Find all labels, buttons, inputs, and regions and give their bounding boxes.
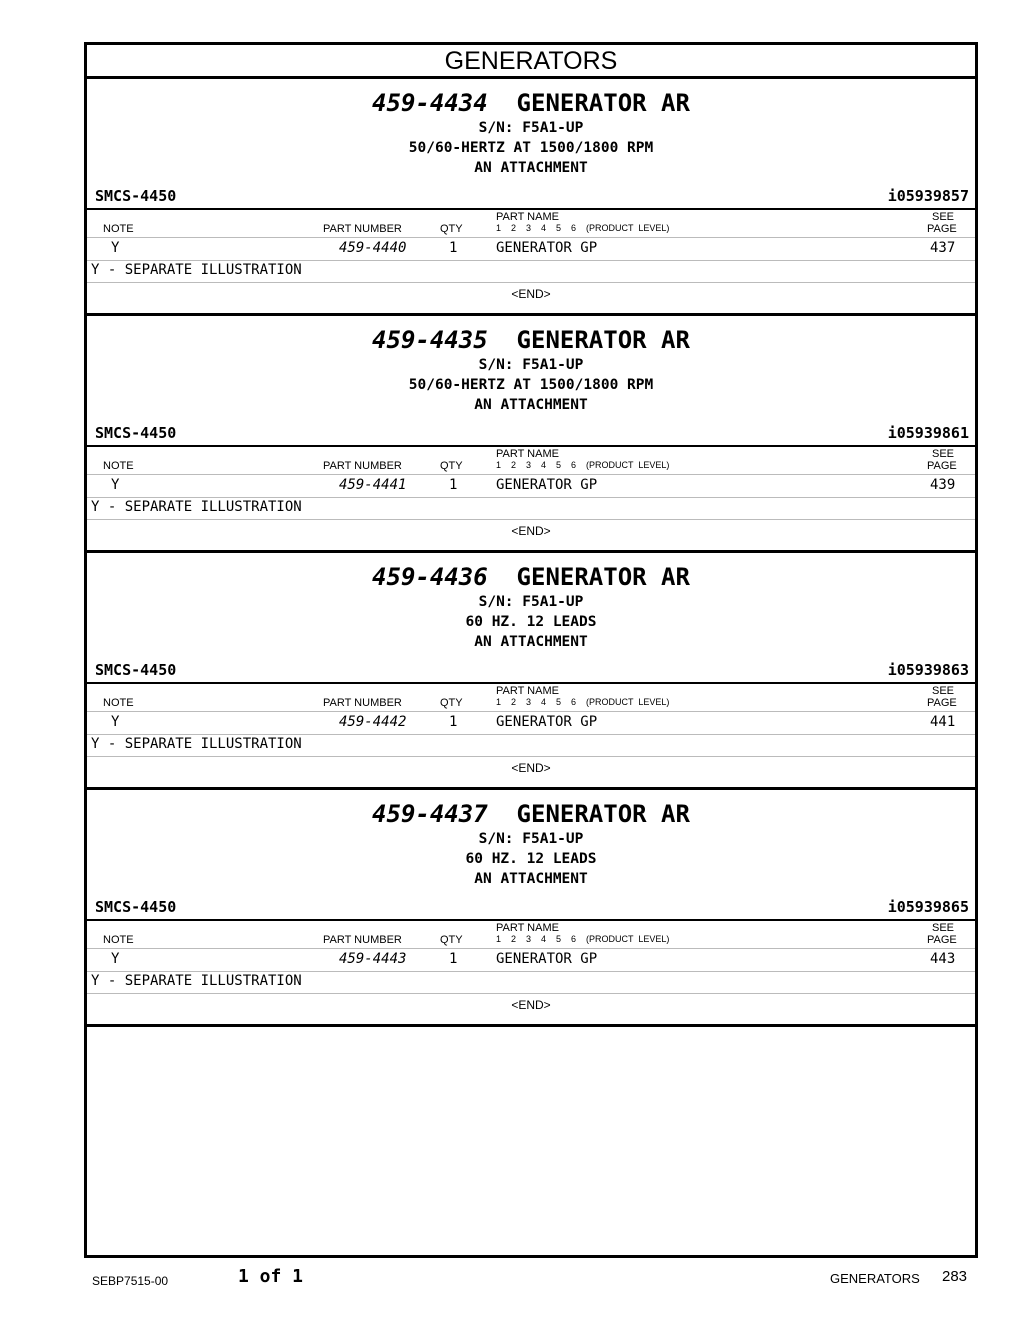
illustration-id: i05939863 xyxy=(887,661,969,679)
col-see: SEE xyxy=(932,922,955,934)
col-note: NOTE xyxy=(103,460,134,472)
smcs-code: SMCS-4450 xyxy=(95,898,177,916)
section-subline: AN ATTACHMENT xyxy=(474,634,588,650)
row-note: Y xyxy=(111,951,120,967)
col-qty: QTY xyxy=(440,697,463,709)
row-part-number: 459-4443 xyxy=(339,951,407,967)
footnote-rule xyxy=(87,282,975,283)
row-qty: 1 xyxy=(449,951,458,967)
part-section xyxy=(87,79,975,316)
page-title: GENERATORS xyxy=(87,45,975,79)
footnote: Y - SEPARATE ILLUSTRATION xyxy=(91,262,302,278)
assembly-title: GENERATOR AR xyxy=(516,800,690,828)
col-product-levels: 1 2 3 4 5 6 (PRODUCT LEVEL) xyxy=(496,460,670,470)
footnote-rule xyxy=(87,756,975,757)
row-rule xyxy=(87,497,975,498)
column-headers xyxy=(87,447,975,475)
row-see-page[interactable]: 439 xyxy=(930,477,956,493)
section-subline: S/N: F5A1-UP xyxy=(478,120,584,136)
row-note: Y xyxy=(111,477,120,493)
assembly-title: GENERATOR AR xyxy=(516,563,690,591)
smcs-row xyxy=(93,898,969,918)
row-part-name: GENERATOR GP xyxy=(496,714,598,730)
row-rule xyxy=(87,260,975,261)
section-subline: 50/60-HERTZ AT 1500/1800 RPM xyxy=(408,140,654,156)
part-section xyxy=(87,316,975,553)
assembly-title: GENERATOR AR xyxy=(516,326,690,354)
section-subline: 60 HZ. 12 LEADS xyxy=(465,614,597,630)
col-see: SEE xyxy=(932,211,955,223)
section-subline: S/N: F5A1-UP xyxy=(478,831,584,847)
row-part-number: 459-4442 xyxy=(339,714,407,730)
col-page: PAGE xyxy=(927,934,957,946)
footnote-rule xyxy=(87,519,975,520)
column-headers xyxy=(87,921,975,949)
section-header xyxy=(87,316,975,415)
row-part-name: GENERATOR GP xyxy=(496,951,598,967)
section-title-line xyxy=(87,562,975,592)
table-row xyxy=(87,714,975,734)
row-see-page[interactable]: 441 xyxy=(930,714,956,730)
row-qty: 1 xyxy=(449,240,458,256)
parts-frame xyxy=(84,42,978,1258)
col-product-levels: 1 2 3 4 5 6 (PRODUCT LEVEL) xyxy=(496,934,670,944)
col-part-number: PART NUMBER xyxy=(323,697,402,709)
row-rule xyxy=(87,971,975,972)
table-row xyxy=(87,240,975,260)
row-part-name: GENERATOR GP xyxy=(496,240,598,256)
header-rule xyxy=(87,474,975,475)
smcs-code: SMCS-4450 xyxy=(95,661,177,679)
table-row xyxy=(87,951,975,971)
section-subline: 50/60-HERTZ AT 1500/1800 RPM xyxy=(408,377,654,393)
section-header xyxy=(87,79,975,178)
col-part-name: PART NAME xyxy=(496,448,559,460)
col-page: PAGE xyxy=(927,223,957,235)
row-note: Y xyxy=(111,240,120,256)
row-part-name: GENERATOR GP xyxy=(496,477,598,493)
sections-container xyxy=(87,79,975,1027)
section-subline: AN ATTACHMENT xyxy=(474,397,588,413)
column-headers xyxy=(87,210,975,238)
assembly-part-number: 459-4434 xyxy=(372,89,488,117)
end-marker: <END> xyxy=(511,998,551,1012)
section-title-line xyxy=(87,88,975,118)
assembly-part-number: 459-4435 xyxy=(372,326,488,354)
row-qty: 1 xyxy=(449,477,458,493)
header-rule xyxy=(87,948,975,949)
illustration-id: i05939865 xyxy=(887,898,969,916)
smcs-code: SMCS-4450 xyxy=(95,187,177,205)
illustration-id: i05939861 xyxy=(887,424,969,442)
footer-page-number: 283 xyxy=(942,1268,968,1285)
col-part-number: PART NUMBER xyxy=(323,223,402,235)
assembly-part-number: 459-4436 xyxy=(372,563,488,591)
col-note: NOTE xyxy=(103,934,134,946)
assembly-part-number: 459-4437 xyxy=(372,800,488,828)
col-note: NOTE xyxy=(103,223,134,235)
assembly-title: GENERATOR AR xyxy=(516,89,690,117)
header-rule xyxy=(87,711,975,712)
smcs-code: SMCS-4450 xyxy=(95,424,177,442)
footer-page-of: 1 of 1 xyxy=(238,1266,304,1287)
end-marker: <END> xyxy=(511,524,551,538)
smcs-row xyxy=(93,424,969,444)
illustration-id: i05939857 xyxy=(887,187,969,205)
end-marker: <END> xyxy=(511,761,551,775)
footnote: Y - SEPARATE ILLUSTRATION xyxy=(91,499,302,515)
table-row xyxy=(87,477,975,497)
col-qty: QTY xyxy=(440,934,463,946)
smcs-row xyxy=(93,187,969,207)
col-product-levels: 1 2 3 4 5 6 (PRODUCT LEVEL) xyxy=(496,223,670,233)
footnote-rule xyxy=(87,993,975,994)
col-part-number: PART NUMBER xyxy=(323,934,402,946)
col-part-number: PART NUMBER xyxy=(323,460,402,472)
col-page: PAGE xyxy=(927,460,957,472)
row-see-page[interactable]: 443 xyxy=(930,951,956,967)
row-qty: 1 xyxy=(449,714,458,730)
row-part-number: 459-4441 xyxy=(339,477,407,493)
col-see: SEE xyxy=(932,685,955,697)
col-part-name: PART NAME xyxy=(496,922,559,934)
section-subline: S/N: F5A1-UP xyxy=(478,594,584,610)
col-part-name: PART NAME xyxy=(496,211,559,223)
section-subline: AN ATTACHMENT xyxy=(474,160,588,176)
section-title-line xyxy=(87,799,975,829)
row-rule xyxy=(87,734,975,735)
part-section xyxy=(87,790,975,1027)
section-title-line xyxy=(87,325,975,355)
footer-doc-id: SEBP7515-00 xyxy=(92,1274,169,1288)
col-qty: QTY xyxy=(440,223,463,235)
col-note: NOTE xyxy=(103,697,134,709)
column-headers xyxy=(87,684,975,712)
page-footer xyxy=(0,1266,1020,1290)
col-product-levels: 1 2 3 4 5 6 (PRODUCT LEVEL) xyxy=(496,697,670,707)
header-rule xyxy=(87,237,975,238)
part-section xyxy=(87,553,975,790)
col-page: PAGE xyxy=(927,697,957,709)
section-subline: S/N: F5A1-UP xyxy=(478,357,584,373)
col-see: SEE xyxy=(932,448,955,460)
row-part-number: 459-4440 xyxy=(339,240,407,256)
section-subline: AN ATTACHMENT xyxy=(474,871,588,887)
footnote: Y - SEPARATE ILLUSTRATION xyxy=(91,736,302,752)
end-marker: <END> xyxy=(511,287,551,301)
footnote: Y - SEPARATE ILLUSTRATION xyxy=(91,973,302,989)
row-see-page[interactable]: 437 xyxy=(930,240,956,256)
section-header xyxy=(87,790,975,889)
section-header xyxy=(87,553,975,652)
col-qty: QTY xyxy=(440,460,463,472)
smcs-row xyxy=(93,661,969,681)
row-note: Y xyxy=(111,714,120,730)
section-subline: 60 HZ. 12 LEADS xyxy=(465,851,597,867)
footer-section: GENERATORS xyxy=(830,1271,920,1286)
col-part-name: PART NAME xyxy=(496,685,559,697)
